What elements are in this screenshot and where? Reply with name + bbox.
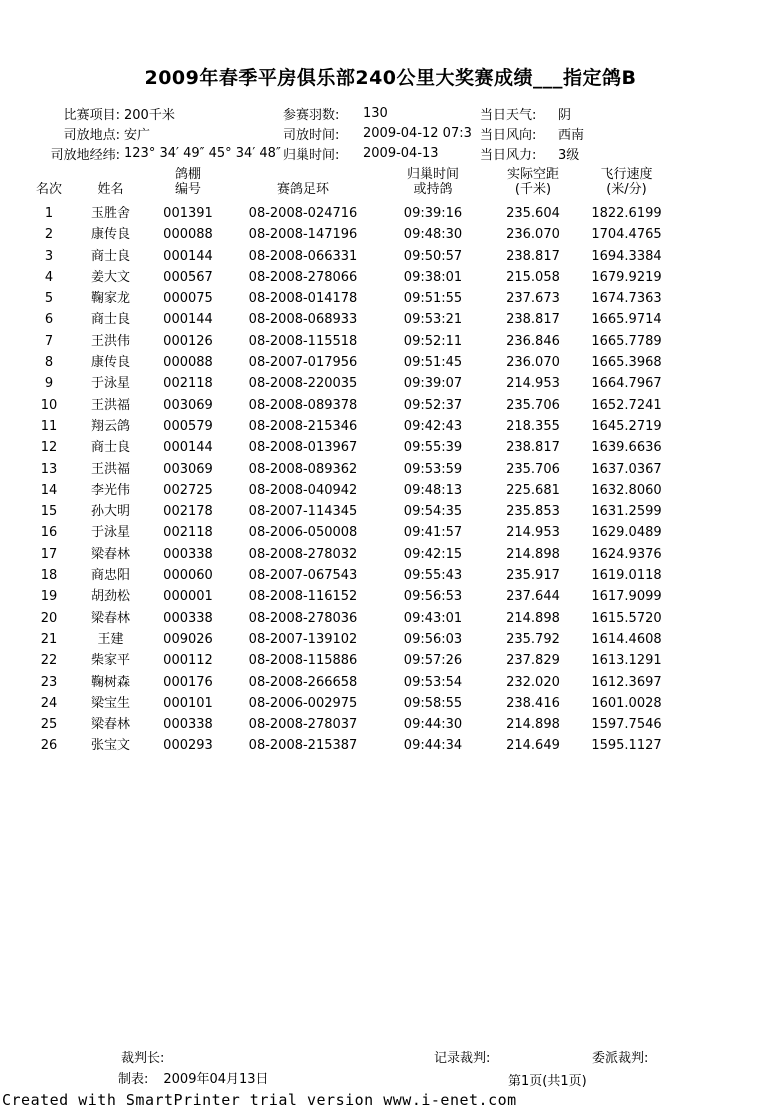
tabulated-line	[118, 1068, 269, 1087]
ring-number-cell: 08-2008-040942	[248, 482, 358, 498]
return-time-cell: 09:50:57	[403, 248, 463, 264]
table-row	[25, 416, 675, 437]
rank-cell: 15	[40, 504, 58, 520]
name-cell: 商士良	[90, 248, 130, 264]
ring-number-cell: 08-2008-116152	[248, 589, 358, 605]
speed-cell: 1665.9714	[591, 312, 662, 328]
return-time-label: 归巢时间:	[283, 147, 340, 163]
speed-cell: 1694.3384	[591, 248, 662, 264]
return-time-cell: 09:41:57	[403, 525, 463, 541]
name-cell: 孙大明	[90, 504, 130, 520]
info-row-return-time	[283, 143, 480, 163]
table-row	[25, 629, 675, 650]
record-judge-label: 记录裁判:	[434, 1051, 491, 1066]
results-table-body	[25, 199, 675, 757]
smartprinter-watermark: Created with SmartPrinter trial version www.i-enet.com	[2, 1091, 517, 1109]
rank-cell: 18	[40, 568, 58, 584]
loft-number-cell: 003069	[163, 397, 213, 413]
ring-number-cell: 08-2008-014178	[248, 291, 358, 307]
loft-number-cell: 000075	[163, 291, 213, 307]
loft-number-cell: 000088	[163, 227, 213, 243]
column-header-return-time: 归巢时间 或持鸽	[406, 167, 459, 197]
return-time-cell: 09:44:34	[403, 738, 463, 754]
name-cell: 商忠阳	[90, 568, 130, 584]
speed-cell: 1629.0489	[591, 525, 662, 541]
name-cell: 玉胜舍	[90, 206, 130, 221]
ring-number-cell: 08-2007-114345	[248, 504, 358, 520]
rank-cell: 11	[40, 418, 58, 434]
distance-cell: 238.416	[506, 695, 560, 711]
return-time-cell: 09:55:43	[403, 568, 463, 584]
name-cell: 姜大文	[90, 269, 130, 285]
rank-cell: 26	[40, 738, 58, 754]
rank-cell: 16	[40, 525, 58, 541]
ring-number-cell: 08-2008-147196	[248, 227, 358, 243]
table-row	[25, 544, 675, 565]
table-row	[25, 437, 675, 458]
distance-cell: 214.649	[506, 738, 560, 754]
info-row-wind-direction	[480, 124, 584, 144]
release-place-value: 安广	[124, 128, 151, 144]
table-row	[25, 608, 675, 629]
distance-cell: 214.953	[506, 376, 560, 392]
distance-cell: 214.898	[506, 610, 560, 626]
release-coords-value: 123° 34′ 49″ 45° 34′ 48″	[124, 145, 281, 161]
name-cell: 李光伟	[90, 482, 130, 498]
distance-cell: 235.706	[506, 461, 560, 477]
speed-cell: 1615.5720	[591, 610, 662, 626]
distance-cell: 236.070	[506, 355, 560, 371]
bird-count-label: 参赛羽数:	[283, 108, 340, 124]
distance-cell: 235.917	[506, 568, 560, 584]
speed-cell: 1665.3968	[591, 355, 662, 371]
name-cell: 康传良	[90, 227, 130, 243]
loft-number-cell: 000060	[163, 568, 213, 584]
speed-cell: 1595.1127	[591, 738, 662, 754]
race-info-middle	[283, 104, 480, 163]
distance-cell: 235.604	[506, 206, 560, 221]
release-coords-label: 司放地经纬:	[50, 147, 120, 163]
return-time-cell: 09:54:35	[403, 504, 463, 520]
name-cell: 鞠树森	[90, 674, 130, 690]
page-number: 第1页(共1页)	[508, 1074, 587, 1089]
ring-number-cell: 08-2006-050008	[248, 525, 358, 541]
rank-cell: 6	[44, 312, 54, 328]
rank-cell: 7	[44, 333, 54, 349]
return-time-cell: 09:53:59	[403, 461, 463, 477]
table-row	[25, 480, 675, 501]
table-row	[25, 459, 675, 480]
info-row-race-item	[18, 104, 281, 124]
appointed-judge-label: 委派裁判:	[592, 1051, 649, 1066]
rank-cell: 17	[40, 546, 58, 562]
speed-cell: 1639.6636	[591, 440, 662, 456]
wind-force-value: 3级	[558, 147, 580, 163]
rank-cell: 21	[40, 631, 58, 647]
table-row	[25, 373, 675, 394]
speed-cell: 1612.3697	[591, 674, 662, 690]
rank-cell: 2	[44, 227, 54, 243]
ring-number-cell: 08-2007-067543	[248, 568, 358, 584]
speed-cell: 1679.9219	[591, 269, 662, 285]
name-cell: 梁宝生	[90, 695, 130, 711]
loft-number-cell: 000144	[163, 248, 213, 264]
return-time-cell: 09:38:01	[403, 269, 463, 285]
distance-cell: 236.070	[506, 227, 560, 243]
loft-number-cell: 001391	[163, 206, 213, 221]
name-cell: 商士良	[90, 440, 130, 456]
table-row	[25, 650, 675, 671]
column-header-name: 姓名	[97, 182, 124, 197]
return-time-cell: 09:53:21	[403, 312, 463, 328]
speed-cell: 1637.0367	[591, 461, 662, 477]
info-row-release-place	[18, 124, 281, 144]
distance-cell: 235.853	[506, 504, 560, 520]
rank-cell: 12	[40, 440, 58, 456]
loft-number-cell: 000144	[163, 312, 213, 328]
ring-number-cell: 08-2008-278037	[248, 717, 358, 733]
rank-cell: 3	[44, 248, 54, 264]
return-time-value: 2009-04-13	[363, 145, 439, 161]
distance-cell: 238.817	[506, 312, 560, 328]
rank-cell: 23	[40, 674, 58, 690]
return-time-cell: 09:48:13	[403, 482, 463, 498]
speed-cell: 1631.2599	[591, 504, 662, 520]
page-title: 2009年春季平房俱乐部240公里大奖赛成绩___指定鸽B	[144, 67, 637, 89]
name-cell: 梁春林	[90, 717, 130, 733]
loft-number-cell: 002118	[163, 376, 213, 392]
table-row	[25, 672, 675, 693]
info-row-release-time	[283, 124, 480, 144]
speed-cell: 1674.7363	[591, 291, 662, 307]
speed-cell: 1664.7967	[591, 376, 662, 392]
table-row	[25, 267, 675, 288]
return-time-cell: 09:56:53	[403, 589, 463, 605]
name-cell: 柴家平	[90, 653, 130, 669]
name-cell: 胡劲松	[90, 589, 130, 605]
loft-number-cell: 003069	[163, 461, 213, 477]
table-row	[25, 522, 675, 543]
speed-cell: 1665.7789	[591, 333, 662, 349]
distance-cell: 232.020	[506, 674, 560, 690]
rank-cell: 5	[44, 291, 54, 307]
distance-cell: 238.817	[506, 248, 560, 264]
loft-number-cell: 000088	[163, 355, 213, 371]
speed-cell: 1704.4765	[591, 227, 662, 243]
loft-number-cell: 000001	[163, 589, 213, 605]
ring-number-cell: 08-2008-115886	[248, 653, 358, 669]
column-header-ring-number: 赛鸽足环	[276, 182, 329, 197]
loft-number-cell: 002178	[163, 504, 213, 520]
race-item-label: 比赛项目:	[63, 108, 120, 124]
rank-cell: 14	[40, 482, 58, 498]
speed-cell: 1652.7241	[591, 397, 662, 413]
speed-cell: 1624.9376	[591, 546, 662, 562]
loft-number-cell: 000338	[163, 610, 213, 626]
speed-cell: 1632.8060	[591, 482, 662, 498]
return-time-cell: 09:55:39	[403, 440, 463, 456]
info-row-bird-count	[283, 104, 480, 124]
distance-cell: 225.681	[506, 482, 560, 498]
table-row	[25, 395, 675, 416]
release-place-label: 司放地点:	[63, 128, 120, 144]
return-time-cell: 09:43:01	[403, 610, 463, 626]
distance-cell: 235.792	[506, 631, 560, 647]
ring-number-cell: 08-2008-013967	[248, 440, 358, 456]
speed-cell: 1822.6199	[591, 206, 662, 221]
ring-number-cell: 08-2008-266658	[248, 674, 358, 690]
return-time-cell: 09:48:30	[403, 227, 463, 243]
table-row	[25, 331, 675, 352]
ring-number-cell: 08-2008-115518	[248, 333, 358, 349]
table-row	[25, 352, 675, 373]
ring-number-cell: 08-2008-068933	[248, 312, 358, 328]
return-time-cell: 09:52:37	[403, 397, 463, 413]
wind-force-label: 当日风力:	[480, 147, 537, 163]
speed-cell: 1619.0118	[591, 568, 662, 584]
distance-cell: 214.898	[506, 546, 560, 562]
rank-cell: 19	[40, 589, 58, 605]
name-cell: 鞠家龙	[90, 291, 130, 307]
ring-number-cell: 08-2008-089378	[248, 397, 358, 413]
distance-cell: 218.355	[506, 418, 560, 434]
name-cell: 王建	[97, 631, 124, 647]
release-time-label: 司放时间:	[283, 128, 340, 144]
ring-number-cell: 08-2007-139102	[248, 631, 358, 647]
column-header-rank: 名次	[35, 182, 62, 197]
loft-number-cell: 000579	[163, 418, 213, 434]
wind-direction-value: 西南	[558, 128, 585, 144]
name-cell: 王洪福	[90, 397, 130, 413]
release-time-value: 2009-04-12 07:3	[363, 126, 472, 142]
distance-cell: 214.953	[506, 525, 560, 541]
ring-number-cell: 08-2008-278066	[248, 269, 358, 285]
return-time-cell: 09:42:15	[403, 546, 463, 562]
rank-cell: 22	[40, 653, 58, 669]
race-item-value: 200千米	[124, 108, 175, 124]
loft-number-cell: 000567	[163, 269, 213, 285]
distance-cell: 237.829	[506, 653, 560, 669]
speed-cell: 1617.9099	[591, 589, 662, 605]
chief-judge-label: 裁判长:	[121, 1051, 165, 1066]
name-cell: 商士良	[90, 312, 130, 328]
return-time-cell: 09:51:55	[403, 291, 463, 307]
distance-cell: 237.673	[506, 291, 560, 307]
rank-cell: 1	[44, 206, 54, 221]
loft-number-cell: 002118	[163, 525, 213, 541]
distance-cell: 235.706	[506, 397, 560, 413]
loft-number-cell: 000338	[163, 546, 213, 562]
table-row	[25, 586, 675, 607]
rank-cell: 4	[44, 269, 54, 285]
ring-number-cell: 08-2006-002975	[248, 695, 358, 711]
rank-cell: 8	[44, 355, 54, 371]
results-table-header	[25, 166, 675, 199]
info-row-wind-force	[480, 143, 584, 163]
loft-number-cell: 009026	[163, 631, 213, 647]
speed-cell: 1645.2719	[591, 418, 662, 434]
name-cell: 梁春林	[90, 546, 130, 562]
return-time-cell: 09:42:43	[403, 418, 463, 434]
name-cell: 王洪伟	[90, 333, 130, 349]
name-cell: 翔云鸽	[90, 418, 130, 434]
table-row	[25, 501, 675, 522]
race-info-right	[480, 104, 584, 163]
return-time-cell: 09:44:30	[403, 717, 463, 733]
race-info-left	[18, 104, 281, 163]
table-row	[25, 246, 675, 267]
column-header-speed: 飞行速度 (米/分)	[600, 167, 653, 197]
loft-number-cell: 000101	[163, 695, 213, 711]
ring-number-cell: 08-2008-278036	[248, 610, 358, 626]
return-time-cell: 09:52:11	[403, 333, 463, 349]
table-row	[25, 693, 675, 714]
ring-number-cell: 08-2008-215346	[248, 418, 358, 434]
rank-cell: 25	[40, 717, 58, 733]
ring-number-cell: 08-2008-215387	[248, 738, 358, 754]
weather-value: 阴	[558, 108, 572, 124]
ring-number-cell: 08-2008-024716	[248, 206, 358, 221]
return-time-cell: 09:56:03	[403, 631, 463, 647]
speed-cell: 1613.1291	[591, 653, 662, 669]
loft-number-cell: 002725	[163, 482, 213, 498]
return-time-cell: 09:39:16	[403, 206, 463, 221]
table-row	[25, 309, 675, 330]
speed-cell: 1614.4608	[591, 631, 662, 647]
loft-number-cell: 000126	[163, 333, 213, 349]
wind-direction-label: 当日风向:	[480, 128, 537, 144]
distance-cell: 215.058	[506, 269, 560, 285]
name-cell: 康传良	[90, 355, 130, 371]
loft-number-cell: 000112	[163, 653, 213, 669]
ring-number-cell: 08-2007-017956	[248, 355, 358, 371]
return-time-cell: 09:39:07	[403, 376, 463, 392]
table-row	[25, 735, 675, 756]
table-row	[25, 199, 675, 224]
info-row-release-coords	[18, 143, 281, 163]
table-row	[25, 288, 675, 309]
weather-label: 当日天气:	[480, 108, 537, 124]
results-table	[25, 166, 675, 757]
loft-number-cell: 000176	[163, 674, 213, 690]
name-cell: 张宝文	[90, 738, 130, 754]
rank-cell: 13	[40, 461, 58, 477]
return-time-cell: 09:53:54	[403, 674, 463, 690]
table-row	[25, 224, 675, 245]
ring-number-cell: 08-2008-220035	[248, 376, 358, 392]
column-header-distance: 实际空距 (千米)	[506, 167, 559, 197]
table-row	[25, 565, 675, 586]
tabulated-date: 2009年04月13日	[163, 1072, 269, 1087]
rank-cell: 24	[40, 695, 58, 711]
rank-cell: 9	[44, 376, 54, 392]
distance-cell: 237.644	[506, 589, 560, 605]
tabulated-label: 制表:	[118, 1072, 149, 1087]
ring-number-cell: 08-2008-066331	[248, 248, 358, 264]
name-cell: 王洪福	[90, 461, 130, 477]
loft-number-cell: 000338	[163, 717, 213, 733]
name-cell: 于泳星	[90, 376, 130, 392]
loft-number-cell: 000293	[163, 738, 213, 754]
rank-cell: 10	[40, 397, 58, 413]
ring-number-cell: 08-2008-278032	[248, 546, 358, 562]
loft-number-cell: 000144	[163, 440, 213, 456]
name-cell: 梁春林	[90, 610, 130, 626]
speed-cell: 1597.7546	[591, 717, 662, 733]
column-header-loft-number: 鸽棚 编号	[174, 167, 201, 197]
distance-cell: 236.846	[506, 333, 560, 349]
distance-cell: 214.898	[506, 717, 560, 733]
ring-number-cell: 08-2008-089362	[248, 461, 358, 477]
bird-count-value: 130	[363, 106, 388, 122]
return-time-cell: 09:51:45	[403, 355, 463, 371]
return-time-cell: 09:58:55	[403, 695, 463, 711]
distance-cell: 238.817	[506, 440, 560, 456]
return-time-cell: 09:57:26	[403, 653, 463, 669]
info-row-weather	[480, 104, 584, 124]
name-cell: 于泳星	[90, 525, 130, 541]
rank-cell: 20	[40, 610, 58, 626]
speed-cell: 1601.0028	[591, 695, 662, 711]
table-row	[25, 714, 675, 735]
